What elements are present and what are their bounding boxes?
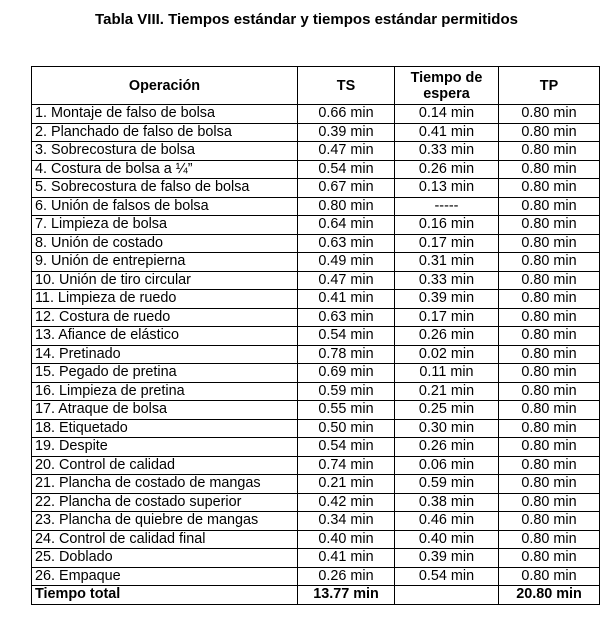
wait-cell: 0.26 min bbox=[395, 160, 499, 179]
tp-cell: 0.80 min bbox=[499, 364, 600, 383]
total-ts: 13.77 min bbox=[298, 586, 395, 605]
operation-cell: 18. Etiquetado bbox=[32, 419, 298, 438]
wait-cell: 0.54 min bbox=[395, 567, 499, 586]
table-row bbox=[32, 160, 600, 179]
header-ts: TS bbox=[298, 67, 395, 105]
tp-cell: 0.80 min bbox=[499, 308, 600, 327]
tp-cell: 0.80 min bbox=[499, 179, 600, 198]
tp-cell: 0.80 min bbox=[499, 419, 600, 438]
wait-cell: 0.14 min bbox=[395, 105, 499, 124]
total-label: Tiempo total bbox=[32, 586, 298, 605]
table-row bbox=[32, 142, 600, 161]
operation-cell: 5. Sobrecostura de falso de bolsa bbox=[32, 179, 298, 198]
table-row bbox=[32, 456, 600, 475]
wait-cell: 0.25 min bbox=[395, 401, 499, 420]
wait-cell: 0.31 min bbox=[395, 253, 499, 272]
ts-cell: 0.34 min bbox=[298, 512, 395, 531]
header-wait-time bbox=[395, 67, 499, 105]
wait-cell: 0.39 min bbox=[395, 549, 499, 568]
table-row bbox=[32, 253, 600, 272]
operation-cell: 2. Planchado de falso de bolsa bbox=[32, 123, 298, 142]
table-row bbox=[32, 290, 600, 309]
table-header-row bbox=[32, 67, 600, 105]
operation-cell: 14. Pretinado bbox=[32, 345, 298, 364]
table-row bbox=[32, 493, 600, 512]
table-row bbox=[32, 401, 600, 420]
ts-cell: 0.49 min bbox=[298, 253, 395, 272]
table-row bbox=[32, 345, 600, 364]
tp-cell: 0.80 min bbox=[499, 530, 600, 549]
wait-cell: 0.13 min bbox=[395, 179, 499, 198]
tp-cell: 0.80 min bbox=[499, 456, 600, 475]
tp-cell: 0.80 min bbox=[499, 401, 600, 420]
tp-cell: 0.80 min bbox=[499, 234, 600, 253]
operation-cell: 24. Control de calidad final bbox=[32, 530, 298, 549]
ts-cell: 0.40 min bbox=[298, 530, 395, 549]
ts-cell: 0.42 min bbox=[298, 493, 395, 512]
ts-cell: 0.54 min bbox=[298, 160, 395, 179]
table-row bbox=[32, 216, 600, 235]
operation-cell: 3. Sobrecostura de bolsa bbox=[32, 142, 298, 161]
header-operation: Operación bbox=[32, 67, 298, 105]
operation-cell: 9. Unión de entrepierna bbox=[32, 253, 298, 272]
total-tp: 20.80 min bbox=[499, 586, 600, 605]
wait-cell: 0.02 min bbox=[395, 345, 499, 364]
wait-cell: 0.17 min bbox=[395, 234, 499, 253]
table-row bbox=[32, 105, 600, 124]
operation-cell: 12. Costura de ruedo bbox=[32, 308, 298, 327]
operation-cell: 26. Empaque bbox=[32, 567, 298, 586]
ts-cell: 0.63 min bbox=[298, 234, 395, 253]
ts-cell: 0.80 min bbox=[298, 197, 395, 216]
table-row bbox=[32, 327, 600, 346]
wait-cell: 0.16 min bbox=[395, 216, 499, 235]
operation-cell: 21. Plancha de costado de mangas bbox=[32, 475, 298, 494]
ts-cell: 0.74 min bbox=[298, 456, 395, 475]
total-wait bbox=[395, 586, 499, 605]
ts-cell: 0.69 min bbox=[298, 364, 395, 383]
tp-cell: 0.80 min bbox=[499, 197, 600, 216]
operation-cell: 11. Limpieza de ruedo bbox=[32, 290, 298, 309]
header-wait-line1: Tiempo de bbox=[410, 69, 483, 86]
tp-cell: 0.80 min bbox=[499, 216, 600, 235]
ts-cell: 0.55 min bbox=[298, 401, 395, 420]
operation-cell: 16. Limpieza de pretina bbox=[32, 382, 298, 401]
ts-cell: 0.63 min bbox=[298, 308, 395, 327]
table-row bbox=[32, 530, 600, 549]
table-title: Tabla VIII. Tiempos estándar y tiempos estándar permitidos bbox=[95, 11, 518, 28]
operation-cell: 8. Unión de costado bbox=[32, 234, 298, 253]
tp-cell: 0.80 min bbox=[499, 142, 600, 161]
ts-cell: 0.41 min bbox=[298, 549, 395, 568]
ts-cell: 0.26 min bbox=[298, 567, 395, 586]
operation-cell: 22. Plancha de costado superior bbox=[32, 493, 298, 512]
tp-cell: 0.80 min bbox=[499, 512, 600, 531]
operation-cell: 25. Doblado bbox=[32, 549, 298, 568]
tp-cell: 0.80 min bbox=[499, 382, 600, 401]
table-row bbox=[32, 438, 600, 457]
tp-cell: 0.80 min bbox=[499, 438, 600, 457]
wait-cell: 0.41 min bbox=[395, 123, 499, 142]
operation-cell: 4. Costura de bolsa a ¼” bbox=[32, 160, 298, 179]
table-row bbox=[32, 419, 600, 438]
wait-cell: 0.38 min bbox=[395, 493, 499, 512]
ts-cell: 0.39 min bbox=[298, 123, 395, 142]
ts-cell: 0.59 min bbox=[298, 382, 395, 401]
table-body bbox=[32, 105, 600, 605]
table-row bbox=[32, 123, 600, 142]
wait-cell: 0.59 min bbox=[395, 475, 499, 494]
operation-cell: 15. Pegado de pretina bbox=[32, 364, 298, 383]
tp-cell: 0.80 min bbox=[499, 345, 600, 364]
table-row bbox=[32, 549, 600, 568]
header-wait-line2: espera bbox=[423, 85, 470, 102]
wait-cell: 0.30 min bbox=[395, 419, 499, 438]
table-row bbox=[32, 364, 600, 383]
wait-cell: 0.46 min bbox=[395, 512, 499, 531]
table-row bbox=[32, 179, 600, 198]
ts-cell: 0.47 min bbox=[298, 142, 395, 161]
ts-cell: 0.47 min bbox=[298, 271, 395, 290]
wait-cell: 0.26 min bbox=[395, 327, 499, 346]
ts-cell: 0.50 min bbox=[298, 419, 395, 438]
tp-cell: 0.80 min bbox=[499, 567, 600, 586]
tp-cell: 0.80 min bbox=[499, 105, 600, 124]
table-row bbox=[32, 512, 600, 531]
table-row bbox=[32, 475, 600, 494]
operation-cell: 20. Control de calidad bbox=[32, 456, 298, 475]
operation-cell: 23. Plancha de quiebre de mangas bbox=[32, 512, 298, 531]
wait-cell: 0.40 min bbox=[395, 530, 499, 549]
tp-cell: 0.80 min bbox=[499, 123, 600, 142]
ts-cell: 0.64 min bbox=[298, 216, 395, 235]
standard-times-table bbox=[31, 66, 600, 605]
wait-cell: 0.17 min bbox=[395, 308, 499, 327]
wait-cell: 0.33 min bbox=[395, 142, 499, 161]
tp-cell: 0.80 min bbox=[499, 290, 600, 309]
operation-cell: 19. Despite bbox=[32, 438, 298, 457]
operation-cell: 17. Atraque de bolsa bbox=[32, 401, 298, 420]
tp-cell: 0.80 min bbox=[499, 271, 600, 290]
wait-cell: ----- bbox=[395, 197, 499, 216]
operation-cell: 7. Limpieza de bolsa bbox=[32, 216, 298, 235]
ts-cell: 0.78 min bbox=[298, 345, 395, 364]
ts-cell: 0.21 min bbox=[298, 475, 395, 494]
wait-cell: 0.06 min bbox=[395, 456, 499, 475]
total-row bbox=[32, 586, 600, 605]
table-row bbox=[32, 382, 600, 401]
ts-cell: 0.54 min bbox=[298, 327, 395, 346]
operation-cell: 10. Unión de tiro circular bbox=[32, 271, 298, 290]
header-tp: TP bbox=[499, 67, 600, 105]
table-row bbox=[32, 234, 600, 253]
tp-cell: 0.80 min bbox=[499, 160, 600, 179]
tp-cell: 0.80 min bbox=[499, 253, 600, 272]
wait-cell: 0.33 min bbox=[395, 271, 499, 290]
table-row bbox=[32, 271, 600, 290]
operation-cell: 6. Unión de falsos de bolsa bbox=[32, 197, 298, 216]
ts-cell: 0.67 min bbox=[298, 179, 395, 198]
tp-cell: 0.80 min bbox=[499, 549, 600, 568]
table-row bbox=[32, 197, 600, 216]
operation-cell: 13. Afiance de elástico bbox=[32, 327, 298, 346]
tp-cell: 0.80 min bbox=[499, 475, 600, 494]
wait-cell: 0.11 min bbox=[395, 364, 499, 383]
ts-cell: 0.66 min bbox=[298, 105, 395, 124]
wait-cell: 0.39 min bbox=[395, 290, 499, 309]
tp-cell: 0.80 min bbox=[499, 493, 600, 512]
table-row bbox=[32, 308, 600, 327]
wait-cell: 0.21 min bbox=[395, 382, 499, 401]
table-row bbox=[32, 567, 600, 586]
operation-cell: 1. Montaje de falso de bolsa bbox=[32, 105, 298, 124]
ts-cell: 0.41 min bbox=[298, 290, 395, 309]
wait-cell: 0.26 min bbox=[395, 438, 499, 457]
ts-cell: 0.54 min bbox=[298, 438, 395, 457]
tp-cell: 0.80 min bbox=[499, 327, 600, 346]
